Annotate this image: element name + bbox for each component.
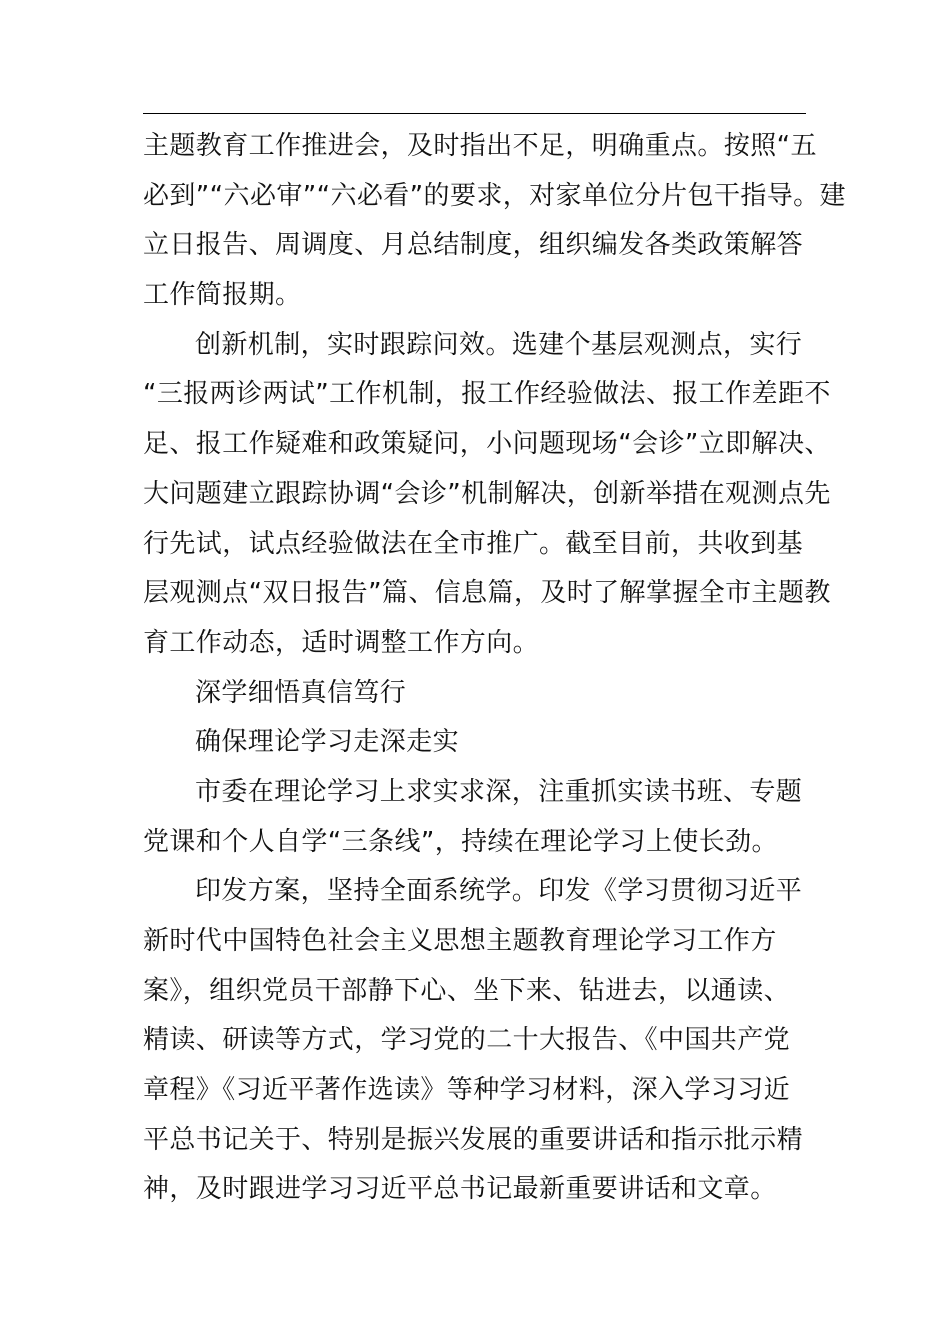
text-line: 新时代中国特色社会主义思想主题教育理论学习工作方 <box>143 926 777 956</box>
text-line: 行先试，试点经验做法在全市推广。截至目前，共收到基 <box>143 528 804 559</box>
header-rule <box>143 113 806 114</box>
paragraph-start-line: 创新机制，实时跟踪问效。选建个基层观测点，实行 <box>195 329 803 360</box>
text-line: 立日报告、周调度、月总结制度，组织编发各类政策解答 <box>143 230 804 261</box>
paragraph-start-line: 印发方案，坚持全面系统学。印发《学习贯彻习近平 <box>195 876 803 907</box>
section-heading: 深学细悟真信笃行 <box>195 677 407 708</box>
text-line: 足、报工作疑难和政策疑问，小问题现场“会诊”立即解决、 <box>143 429 831 460</box>
text-line: 必到”“六必审”“六必看”的要求，对家单位分片包干指导。建 <box>143 180 846 211</box>
text-line: 神，及时跟进学习习近平总书记最新重要讲话和文章。 <box>143 1174 777 1205</box>
text-line: 案》，组织党员干部静下心、坐下来、钻进去，以通读、 <box>143 975 791 1006</box>
text-line: 层观测点“双日报告”篇、信息篇，及时了解掌握全市主题教 <box>143 578 831 609</box>
text-line: 平总书记关于、特别是振兴发展的重要讲话和指示批示精 <box>143 1124 804 1155</box>
paragraph-start-line: 市委在理论学习上求实求深，注重抓实读书班、专题 <box>195 776 803 807</box>
document-body <box>143 122 846 1215</box>
text-line: 章程》《习近平著作选读》等种学习材料，深入学习习近 <box>143 1075 791 1106</box>
text-line: “三报两诊两试”工作机制，报工作经验做法、报工作差距不 <box>143 379 831 410</box>
text-line: 精读、研读等方式，学习党的二十大报告、《中国共产党 <box>143 1025 791 1056</box>
text-line: 工作简报期。 <box>143 280 302 311</box>
text-line: 党课和个人自学“三条线”，持续在理论学习上使长劲。 <box>143 826 778 857</box>
text-line: 主题教育工作推进会，及时指出不足，明确重点。按照“五 <box>143 131 817 161</box>
text-line: 育工作动态，适时调整工作方向。 <box>143 627 540 658</box>
section-subheading: 确保理论学习走深走实 <box>195 727 460 758</box>
text-line: 大问题建立跟踪协调“会诊”机制解决，创新举措在观测点先 <box>143 478 831 509</box>
